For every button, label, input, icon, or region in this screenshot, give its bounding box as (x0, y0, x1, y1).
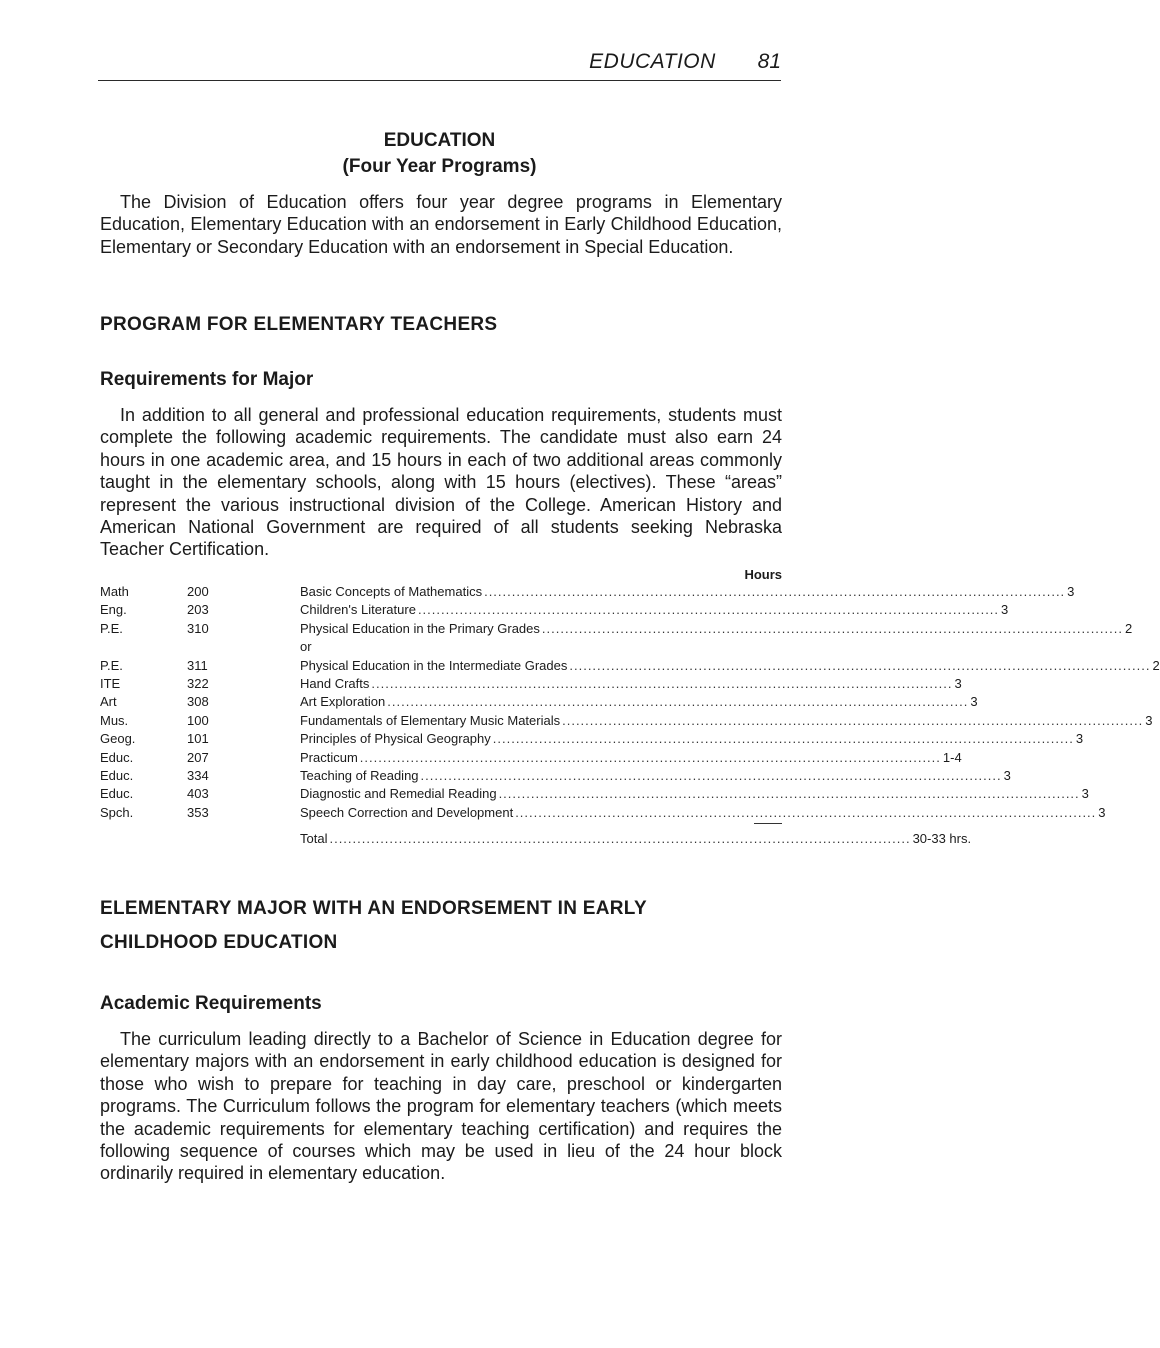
course-number: 310 (187, 620, 209, 636)
course-hours: 2 (1124, 620, 1133, 636)
running-head (98, 50, 781, 81)
course-title: Diagnostic and Remedial Reading (300, 786, 497, 802)
course-hours: 3 (1001, 602, 1009, 618)
course-number: 203 (187, 602, 209, 618)
course-title: Art Exploration (300, 694, 386, 710)
course-number: 308 (187, 694, 209, 710)
total-hours: 30-33 hrs. (912, 831, 972, 847)
course-row: Eng. 203 Children's Literature .............................................................................................................................. 3 (100, 601, 782, 619)
course-number: 353 (187, 804, 209, 820)
course-hours: 3 (1145, 712, 1153, 728)
course-hours: 3 (954, 675, 962, 691)
course-dept: ITE (100, 675, 121, 691)
hours-column-header: Hours (744, 567, 782, 582)
course-row: Geog. 101 Principles of Physical Geography .............................................................................................................................. 3 (100, 730, 782, 748)
running-head-title: EDUCATION (589, 50, 716, 73)
course-number: 207 (187, 749, 209, 765)
course-row: Art 308 Art Exploration .............................................................................................................................. 3 (100, 693, 782, 711)
course-dept: Educ. (100, 786, 134, 802)
requirements-paragraph: In addition to all general and professional education requirements, students must complete the following academic requirements. The candidate must also earn 24 hours in one academic area, and 15 hours in each of two additional areas commonly taught in the elementary schools, along with 15 hours (electives). These “areas” represent the various instructional division of the College. American History and American National Government are required of all students seeking Nebraska Teacher Certification. (100, 405, 782, 560)
course-hours: 3 (1081, 786, 1089, 802)
course-number: 322 (187, 675, 209, 691)
course-dept: Eng. (100, 602, 127, 618)
course-row: Spch. 353 Speech Correction and Development .............................................................................................................................. 3 (100, 804, 782, 822)
course-hours: 3 (1067, 584, 1075, 599)
course-row: Mus. 100 Fundamentals of Elementary Music Materials .............................................................................................................................. 3 (100, 712, 782, 730)
course-dept: P.E. (100, 657, 123, 673)
course-hours: 1-4 (942, 749, 962, 765)
or-separator (100, 638, 782, 656)
course-title: Children's Literature (300, 602, 416, 618)
title-line-2: (Four Year Programs) (342, 156, 537, 177)
course-dept: P.E. (100, 620, 123, 636)
course-number: 334 (187, 767, 209, 783)
or-text: or (300, 639, 312, 655)
course-hours: 3 (1003, 767, 1011, 783)
course-row: P.E. 310 Physical Education in the Primary Grades .............................................................................................................................. 2 (100, 620, 782, 638)
course-dept: Math (100, 584, 129, 599)
course-dept: Art (100, 694, 117, 710)
course-title: Physical Education in the Primary Grades (300, 620, 540, 636)
course-hours: 2 (1152, 657, 1160, 673)
course-dept: Mus. (100, 712, 129, 728)
title-line-1: EDUCATION (383, 130, 496, 151)
course-title: Speech Correction and Development (300, 804, 514, 820)
total-label: Total (300, 831, 328, 847)
total-row: Total .............................................................................................................................. 30-33 hrs. (100, 830, 782, 848)
course-row: Educ. 403 Diagnostic and Remedial Reading .............................................................................................................................. 3 (100, 785, 782, 803)
course-title: Basic Concepts of Mathematics (300, 584, 483, 599)
requirements-heading: Requirements for Major (100, 369, 314, 390)
course-table (100, 566, 1160, 848)
course-dept: Educ. (100, 767, 134, 783)
course-hours: 3 (1098, 804, 1106, 820)
course-number: 200 (187, 584, 209, 599)
course-title: Fundamentals of Elementary Music Materials (300, 712, 561, 728)
course-row: P.E. 311 Physical Education in the Intermediate Grades .............................................................................................................................. 2 (100, 657, 782, 675)
course-hours: 3 (1075, 731, 1084, 747)
course-dept: Geog. (100, 731, 136, 747)
page-number: 81 (757, 50, 781, 73)
course-number: 100 (187, 712, 209, 728)
course-number: 311 (187, 657, 208, 673)
course-row: ITE 322 Hand Crafts .............................................................................................................................. 3 (100, 675, 782, 693)
course-number: 403 (187, 786, 209, 802)
academic-requirements-paragraph: The curriculum leading directly to a Bachelor of Science in Education degree for elementary majors with an endorsement in early childhood education is designed for those who wish to prepare for teaching in day care, preschool or kindergarten programs. The Curriculum follows the program for elementary teachers (which meets the academic requirements for elementary teaching certification) and requires the following sequence of courses which may be used in lieu of the 24 hour block ordinarily required in elementary education. (100, 1029, 782, 1184)
course-row: Educ. 207 Practicum .............................................................................................................................. 1-4 (100, 749, 782, 767)
program-heading: PROGRAM FOR ELEMENTARY TEACHERS (100, 314, 498, 335)
course-number: 101 (187, 731, 209, 747)
course-dept: Spch. (100, 804, 134, 820)
course-title: Physical Education in the Intermediate Grades (300, 657, 568, 673)
course-title: Practicum (300, 749, 358, 765)
course-row: Math 200 Basic Concepts of Mathematics .............................................................................................................................. 3 (100, 583, 782, 601)
total-rule (754, 823, 782, 824)
intro-paragraph: The Division of Education offers four year degree programs in Elementary Education, Elementary Education with an endorsement in Early Childhood Education, Elementary or Secondary Education with an endorsement in Special Education. (100, 192, 782, 257)
course-dept: Educ. (100, 749, 134, 765)
ece-major-heading: ELEMENTARY MAJOR WITH AN ENDORSEMENT IN EARLY CHILDHOOD EDUCATION (100, 898, 647, 953)
course-row: Educ. 334 Teaching of Reading .............................................................................................................................. 3 (100, 767, 782, 785)
course-hours: 3 (970, 694, 978, 710)
course-title: Principles of Physical Geography (300, 731, 491, 747)
page-title (98, 128, 781, 180)
course-title: Hand Crafts (300, 675, 370, 691)
academic-requirements-heading: Academic Requirements (100, 993, 322, 1014)
course-title: Teaching of Reading (300, 767, 419, 783)
